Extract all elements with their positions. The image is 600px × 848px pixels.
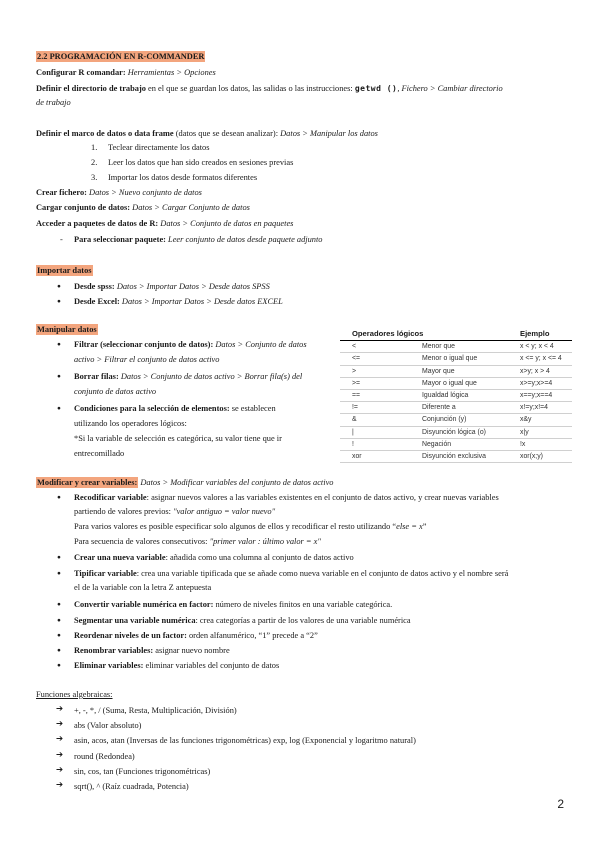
tip-text: : crea una variable tipificada que se añade como nueva variable en el conjunto de datos activo y el nombre será — [136, 569, 509, 578]
table-cell-operator: > — [340, 365, 418, 377]
pkg-path: Leer conjunto de datos desde paquete adjunto — [168, 235, 323, 244]
create-line — [36, 187, 202, 198]
config-path: Herramientas > Opciones — [127, 68, 216, 77]
excel-item — [57, 296, 283, 307]
table-cell-description: Disyunción lógica (o) — [418, 426, 514, 438]
access-line — [36, 218, 293, 229]
recod-example-3: "primer valor : último valor = x" — [209, 537, 321, 546]
filtrar-label: Filtrar (seleccionar conjunto de datos): — [74, 340, 214, 349]
arrow-right-icon: ➔ — [56, 719, 64, 729]
dir-line — [36, 83, 503, 94]
funcion-item: asin, acos, atan (Inversas de las funciones trigonométricas) exp, log (Exponencial y logaritmo natural) — [74, 736, 416, 745]
bullet-icon: ● — [57, 617, 61, 624]
table-cell-example: x|y — [514, 426, 572, 438]
table-cell-operator: <= — [340, 353, 418, 365]
config-label: Configurar R comandar: — [36, 68, 126, 77]
frame-num-3: 3. — [91, 173, 98, 182]
bullet-icon: ● — [57, 554, 61, 561]
load-line — [36, 202, 250, 213]
cond-text-2: utilizando los operadores lógicos: — [74, 419, 187, 428]
recod-example-1: "valor antiguo = valor nuevo" — [173, 507, 276, 516]
table-cell-example: x < y; x < 4 — [514, 341, 572, 353]
pkg-dash: - — [60, 235, 63, 244]
reord-item — [57, 630, 318, 641]
seg-label: Segmentar una variable numérica — [74, 616, 196, 625]
table-row — [340, 402, 572, 414]
conv-item — [57, 599, 393, 610]
frame-item-text: Teclear directamente los datos — [108, 143, 210, 152]
manipular-title — [36, 324, 98, 335]
excel-label: Desde Excel: — [74, 297, 120, 306]
recod-quote-close: ” — [422, 522, 427, 531]
table-cell-operator: & — [340, 414, 418, 426]
elim-item — [57, 660, 280, 671]
recod-item — [57, 492, 499, 503]
arrow-right-icon: ➔ — [56, 704, 64, 714]
frame-num-1: 1. — [91, 143, 98, 152]
table-cell-description: Conjunción (y) — [418, 414, 514, 426]
table-cell-operator: == — [340, 389, 418, 401]
table-cell-operator: | — [340, 426, 418, 438]
table-row — [340, 389, 572, 401]
table-cell-example: x==y;x==4 — [514, 389, 572, 401]
frame-item-text: Leer los datos que han sido creados en sesiones previas — [108, 158, 294, 167]
cond-note-2: entrecomillado — [74, 449, 125, 458]
dir-code: getwd () — [354, 84, 398, 93]
arrow-right-icon: ➔ — [56, 750, 64, 760]
table-cell-operator: xor — [340, 450, 418, 462]
tip-item — [57, 568, 509, 579]
recod-cont-3 — [74, 536, 321, 547]
filtrar-item — [57, 339, 307, 350]
modificar-title: Modificar y crear variables: — [37, 478, 138, 487]
elim-label: Eliminar variables: — [74, 661, 144, 670]
table-header-ex: Ejemplo — [514, 328, 572, 341]
conv-label: Convertir variable numérica en factor: — [74, 600, 214, 609]
tip-cont — [74, 582, 211, 593]
table-row — [340, 426, 572, 438]
config-line — [36, 67, 216, 78]
table-row — [340, 438, 572, 450]
frame-path: Datos > Manipular los datos — [280, 129, 378, 138]
filtrar-path: Datos > Conjunto de datos — [215, 340, 307, 349]
seg-item — [57, 615, 411, 626]
create-label: Crear fichero: — [36, 188, 87, 197]
bullet-icon: ● — [57, 632, 61, 639]
recod-example-2: else = x — [396, 522, 423, 531]
recod-text: : asignar nuevos valores a las variables existentes en el conjunto de datos activo, y crear nuevas variables — [146, 493, 499, 502]
table-cell-operator: < — [340, 341, 418, 353]
bullet-icon: ● — [57, 647, 61, 654]
table-cell-example: x>y; x > 4 — [514, 365, 572, 377]
bullet-icon: ● — [57, 298, 61, 305]
table-cell-example: xor(x;y) — [514, 450, 572, 462]
frame-label: Definir el marco de datos o data frame — [36, 129, 174, 138]
dir-text: en el que se guardan los datos, las salidas o las instrucciones: — [148, 84, 353, 93]
table-cell-description: Menor que — [418, 341, 514, 353]
table-cell-example: x!=y;x!=4 — [514, 402, 572, 414]
nueva-item — [57, 552, 354, 563]
access-path: Datos > Conjunto de datos en paquetes — [160, 219, 294, 228]
tip-text-2: el de la variable con la letra Z antepuesta — [74, 583, 212, 592]
table-row — [340, 365, 572, 377]
cond-text: se establecen — [231, 404, 276, 413]
recod-text-2: partiendo de valores previos: — [74, 507, 171, 516]
arrow-right-icon: ➔ — [56, 765, 64, 775]
table-row — [340, 450, 572, 462]
recod-cont-1 — [74, 506, 275, 517]
section-title-text: 2.2 PROGRAMACIÓN EN R-COMMANDER — [37, 52, 205, 61]
dir-label: Definir el directorio de trabajo — [36, 84, 146, 93]
table-row — [340, 414, 572, 426]
borrar-item — [57, 371, 303, 382]
funciones-title: Funciones algebraicas: — [36, 690, 113, 699]
borrar-cont — [74, 386, 156, 397]
bullet-icon: ● — [57, 373, 61, 380]
modificar-path: Datos > Modificar variables del conjunto de datos activo — [140, 478, 334, 487]
bullet-icon: ● — [57, 601, 61, 608]
funcion-item: abs (Valor absoluto) — [74, 721, 142, 730]
pkg-line — [60, 234, 323, 245]
funcion-item: +, -, *, / (Suma, Resta, Multiplicación, División) — [74, 706, 237, 715]
cond-cont-3 — [74, 448, 124, 459]
importar-title-text: Importar datos — [37, 266, 92, 275]
reord-text: orden alfanumérico, “1” precede a “2” — [186, 631, 318, 640]
logical-operators-table — [340, 328, 572, 463]
table-cell-operator: != — [340, 402, 418, 414]
funcion-item: round (Redondea) — [74, 752, 135, 761]
conv-text: número de niveles finitos en una variable categórica. — [213, 600, 393, 609]
renom-text: asignar nuevo nombre — [153, 646, 230, 655]
table-cell-description: Disyunción exclusiva — [418, 450, 514, 462]
borrar-path: Datos > Conjunto de datos activo > Borrar fila(s) del — [120, 372, 303, 381]
table-row — [340, 353, 572, 365]
borrar-path-2: conjunto de datos activo — [74, 387, 157, 396]
table-cell-example: x&y — [514, 414, 572, 426]
manipular-title-text: Manipular datos — [37, 325, 97, 334]
recod-text-3: Para varios valores es posible especificar solo algunos de ellos y recodificar el resto utilizando “ — [74, 522, 397, 531]
frame-text: (datos que se desean analizar): — [175, 129, 279, 138]
bullet-icon: ● — [57, 341, 61, 348]
frame-line — [36, 128, 378, 139]
bullet-icon: ● — [57, 494, 61, 501]
renom-label: Renombrar variables: — [74, 646, 154, 655]
filtrar-path-2: activo > Filtrar el conjunto de datos activo — [74, 355, 220, 364]
arrow-right-icon: ➔ — [56, 734, 64, 744]
frame-num-2: 2. — [91, 158, 98, 167]
borrar-label: Borrar filas: — [74, 372, 119, 381]
table-row — [340, 377, 572, 389]
load-path: Datos > Cargar Conjunto de datos — [132, 203, 250, 212]
modificar-title-line — [36, 477, 333, 488]
table-cell-description: Menor o igual que — [418, 353, 514, 365]
frame-item-1 — [91, 142, 210, 153]
frame-item-2 — [91, 157, 294, 168]
reord-label: Reordenar niveles de un factor: — [74, 631, 187, 640]
table-cell-description: Negación — [418, 438, 514, 450]
frame-item-text: Importar los datos desde formatos diferentes — [108, 173, 258, 182]
table-cell-example: !x — [514, 438, 572, 450]
table-header-row — [340, 328, 572, 341]
spss-item — [57, 281, 270, 292]
table-body — [340, 341, 572, 463]
table-header-op: Operadores lógicos — [340, 328, 514, 341]
spss-path: Datos > Importar Datos > Desde datos SPSS — [116, 282, 270, 291]
funcion-item: sqrt(), ^ (Raíz cuadrada, Potencia) — [74, 782, 189, 791]
access-label: Acceder a paquetes de datos de R: — [36, 219, 159, 228]
elim-text: eliminar variables del conjunto de datos — [143, 661, 280, 670]
dir-line-2 — [36, 97, 71, 108]
table-cell-operator: ! — [340, 438, 418, 450]
excel-path: Datos > Importar Datos > Desde datos EXCEL — [121, 297, 283, 306]
page-number: 2 — [557, 797, 564, 811]
frame-item-3 — [91, 172, 258, 183]
cond-label: Condiciones para la selección de elementos: — [74, 404, 230, 413]
load-label: Cargar conjunto de datos: — [36, 203, 131, 212]
table-row — [340, 341, 572, 353]
tip-label: Tipificar variable — [74, 569, 137, 578]
nueva-text: : añadida como una columna al conjunto de datos activo — [165, 553, 354, 562]
table-cell-operator: >= — [340, 377, 418, 389]
cond-note: *Si la variable de selección es categórica, su valor tiene que ir — [74, 434, 282, 443]
cond-cont-1 — [74, 418, 187, 429]
nueva-label: Crear una nueva variable — [74, 553, 166, 562]
funcion-item: sin, cos, tan (Funciones trigonométricas) — [74, 767, 211, 776]
spss-label: Desde spss: — [74, 282, 115, 291]
table-cell-description: Igualdad lógica — [418, 389, 514, 401]
cond-item — [57, 403, 276, 414]
pkg-label: Para seleccionar paquete: — [74, 235, 166, 244]
recod-text-4: Para secuencia de valores consecutivos: — [74, 537, 208, 546]
seg-text: : crea categorías a partir de los valores de una variable numérica — [195, 616, 411, 625]
filtrar-cont — [74, 354, 219, 365]
cond-cont-2 — [74, 433, 282, 444]
create-path: Datos > Nuevo conjunto de datos — [89, 188, 202, 197]
dir-path-2: de trabajo — [36, 98, 71, 107]
dir-path: , Fichero > Cambiar directorio — [397, 84, 503, 93]
table-cell-description: Mayor o igual que — [418, 377, 514, 389]
section-title — [36, 51, 205, 62]
bullet-icon: ● — [57, 405, 61, 412]
bullet-icon: ● — [57, 570, 61, 577]
table-cell-description: Mayor que — [418, 365, 514, 377]
recod-label: Recodificar variable — [74, 493, 147, 502]
recod-cont-2 — [74, 521, 426, 532]
bullet-icon: ● — [57, 283, 61, 290]
table-cell-example: x <= y; x <= 4 — [514, 353, 572, 365]
importar-title — [36, 265, 93, 276]
table-cell-description: Diferente a — [418, 402, 514, 414]
table-cell-example: x>=y;x>=4 — [514, 377, 572, 389]
renom-item — [57, 645, 230, 656]
bullet-icon: ● — [57, 662, 61, 669]
arrow-right-icon: ➔ — [56, 780, 64, 790]
